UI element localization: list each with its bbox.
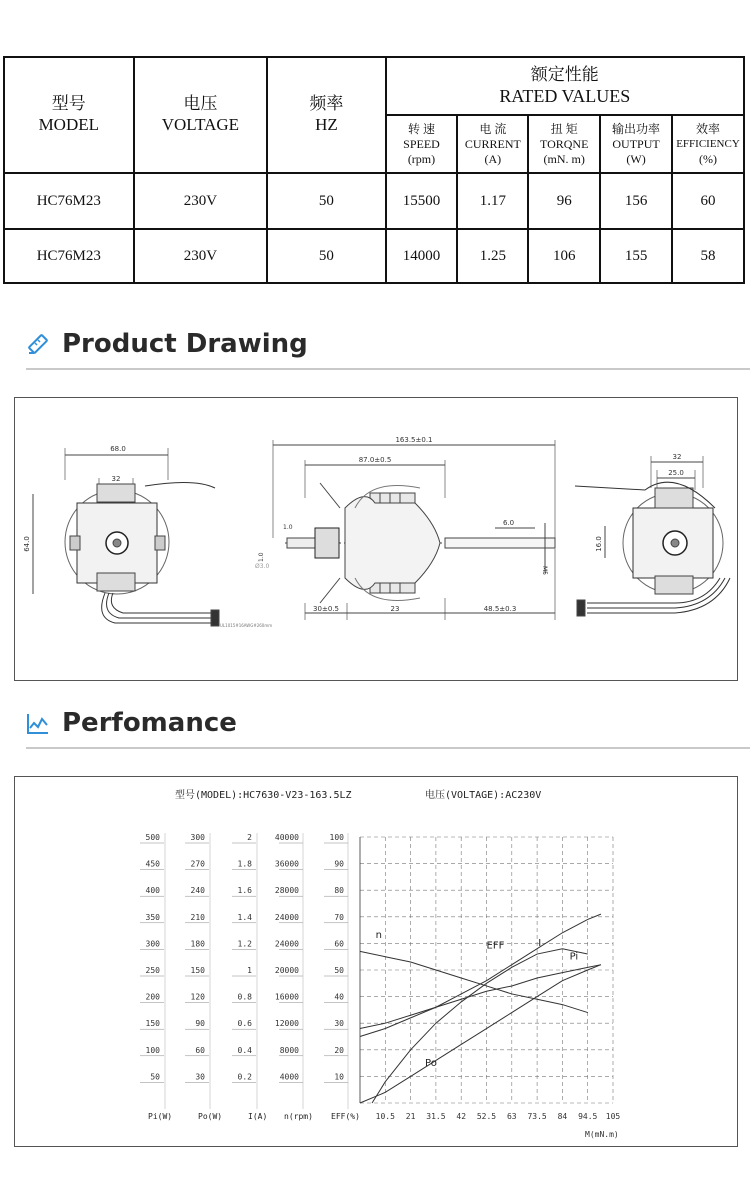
y-tick-label: 60 [334, 939, 344, 949]
header-speed-en: SPEED [403, 136, 440, 151]
y-tick-label: 150 [190, 966, 205, 975]
header-torque [528, 115, 600, 173]
header-torque-unit: (mN. m) [543, 151, 585, 166]
header-efficiency-cn: 效率 [695, 121, 720, 136]
y-tick-label: 100 [329, 833, 344, 842]
technical-drawing [15, 398, 737, 680]
cell-model: HC76M23 [4, 173, 134, 229]
y-tick-label: 30 [195, 1072, 205, 1082]
x-tick-label: 52.5 [476, 1112, 497, 1121]
curve-label-i: I [538, 938, 542, 950]
section-divider [26, 368, 750, 370]
x-tick-label: 42 [456, 1112, 467, 1121]
axis-header: n(rpm) [284, 1112, 313, 1121]
axis-header: EFF(%) [331, 1112, 360, 1121]
header-output [600, 115, 672, 173]
dim-side-a: 30±0.5 [313, 605, 339, 613]
y-tick-label: 50 [150, 1072, 160, 1082]
dim-side-total: 163.5±0.1 [395, 436, 433, 444]
y-tick-label: 120 [190, 992, 205, 1002]
curve-i [360, 914, 601, 1036]
y-tick-label: 8000 [279, 1045, 299, 1055]
header-model [4, 57, 134, 173]
header-rated-cn: 额定性能 [530, 65, 599, 84]
curve-po [360, 965, 601, 1103]
cell-torque: 106 [528, 229, 600, 283]
dim-front-inner: 32 [111, 475, 121, 483]
header-rated-values [386, 57, 744, 115]
table-row [4, 229, 744, 283]
y-tick-label: 1.8 [237, 859, 252, 869]
cell-torque: 96 [528, 173, 600, 229]
axis-header: Po(W) [198, 1112, 223, 1121]
y-tick-label: 200 [145, 992, 160, 1002]
y-tick-label: 1.4 [237, 912, 252, 922]
header-freq-cn: 频率 [309, 94, 344, 113]
header-torque-cn: 扭 矩 [550, 121, 578, 136]
x-tick-label: 10.5 [375, 1112, 395, 1121]
performance-chart [15, 777, 737, 1146]
header-current-cn: 电 流 [479, 121, 507, 136]
header-model-en: MODEL [38, 115, 100, 134]
y-tick-label: 0.4 [237, 1045, 252, 1055]
dim-side-b: 23 [390, 605, 400, 613]
y-tick-label: 20 [334, 1045, 344, 1055]
product-drawing-heading [26, 329, 308, 359]
cell-efficiency: 60 [672, 173, 744, 229]
y-tick-label: 16000 [274, 992, 299, 1002]
header-speed-unit: (rpm) [407, 151, 436, 166]
y-tick-label: 10 [334, 1072, 344, 1082]
header-speed-cn: 转 速 [407, 121, 435, 136]
header-output-en: OUTPUT [612, 136, 660, 151]
header-torque-en: TORQNE [539, 136, 589, 151]
dim-side-mid: 87.0±0.5 [358, 456, 392, 464]
dim-rear-w2: 25.0 [668, 469, 684, 477]
x-axis-label: M(mN.m) [585, 1130, 619, 1139]
cell-current: 1.25 [457, 229, 528, 283]
y-tick-label: 28000 [274, 886, 299, 896]
cell-output: 156 [600, 173, 672, 229]
header-efficiency [672, 115, 744, 173]
header-output-cn: 输出功率 [612, 121, 661, 136]
cell-model: HC76M23 [4, 229, 134, 283]
dim-rear-h: 16.0 [595, 536, 603, 552]
y-tick-label: 100 [145, 1045, 160, 1055]
y-tick-label: 40000 [274, 833, 299, 842]
y-tick-label: 1.2 [237, 939, 252, 949]
y-tick-label: 350 [145, 912, 160, 922]
y-tick-label: 240 [190, 886, 205, 896]
header-voltage [134, 57, 268, 173]
y-tick-label: 36000 [274, 859, 299, 869]
header-output-unit: (W) [626, 151, 646, 166]
dim-side-c: 48.5±0.3 [483, 605, 517, 613]
performance-voltage-label: 电压(VOLTAGE):AC230V [425, 790, 542, 801]
y-tick-label: 20000 [274, 966, 299, 975]
ruler-pencil-icon [26, 332, 50, 356]
x-tick-label: 94.5 [578, 1112, 598, 1121]
y-tick-label: 300 [190, 833, 205, 842]
y-tick-label: 1.6 [237, 886, 252, 896]
y-tick-label: 90 [195, 1019, 205, 1029]
rear-view [575, 456, 730, 616]
x-tick-label: 73.5 [527, 1112, 547, 1121]
y-tick-label: 0.6 [237, 1019, 252, 1029]
cell-voltage: 230V [134, 173, 268, 229]
dim-shaft-m: M5 [541, 566, 548, 575]
header-voltage-cn: 电压 [183, 94, 218, 113]
x-tick-label: 105 [605, 1112, 621, 1121]
dim-front-height: 64.0 [23, 536, 31, 552]
curve-label-po: Po [425, 1057, 437, 1069]
axis-header: Pi(W) [148, 1112, 173, 1121]
side-view [273, 440, 555, 620]
curve-n [360, 951, 588, 1012]
y-tick-label: 450 [145, 859, 160, 869]
cell-output: 155 [600, 229, 672, 283]
y-tick-label: 400 [145, 886, 160, 896]
header-rated-en: RATED VALUES [499, 86, 631, 106]
dim-rear-w1: 32 [672, 453, 682, 461]
header-current-en: CURRENT [464, 136, 521, 151]
curve-label-pi: Pi [569, 951, 579, 963]
cell-efficiency: 58 [672, 229, 744, 283]
header-efficiency-unit: (%) [698, 151, 717, 166]
y-tick-label: 300 [145, 939, 160, 949]
dim-circle-d: Ø3.0 [255, 563, 270, 570]
y-tick-label: 24000 [274, 939, 299, 949]
y-tick-label: 50 [334, 966, 344, 975]
header-speed [386, 115, 458, 173]
dim-small-a: 1.0 [283, 524, 293, 531]
section-divider [26, 747, 750, 749]
y-tick-label: 1 [247, 966, 252, 975]
header-current [457, 115, 528, 173]
header-voltage-en: VOLTAGE [161, 115, 240, 134]
cell-voltage: 230V [134, 229, 268, 283]
y-tick-label: 60 [195, 1045, 205, 1055]
performance-heading [26, 708, 237, 738]
x-tick-label: 31.5 [426, 1112, 446, 1121]
y-tick-label: 4000 [279, 1072, 299, 1082]
header-efficiency-en: EFFICIENCY [676, 137, 740, 150]
table-row [4, 173, 744, 229]
spec-table [3, 56, 745, 284]
y-tick-label: 40 [334, 992, 344, 1002]
y-tick-label: 210 [190, 912, 205, 922]
y-tick-label: 12000 [274, 1019, 299, 1029]
y-tick-label: 500 [145, 833, 160, 842]
cell-speed: 15500 [386, 173, 458, 229]
dim-front-width: 68.0 [110, 445, 126, 453]
header-current-unit: (A) [484, 151, 502, 166]
section-title: Product Drawing [62, 329, 308, 359]
x-tick-label: 84 [557, 1112, 568, 1121]
y-tick-label: 150 [145, 1019, 160, 1029]
y-tick-label: 70 [334, 912, 344, 922]
y-tick-label: 2 [247, 833, 252, 842]
section-title: Perfomance [62, 708, 237, 738]
cell-speed: 14000 [386, 229, 458, 283]
y-tick-label: 30 [334, 1019, 344, 1029]
y-tick-label: 24000 [274, 912, 299, 922]
y-tick-label: 80 [334, 886, 344, 896]
dim-wire-note: UL1015#16AWG#260mm [220, 623, 273, 628]
cell-freq: 50 [267, 173, 385, 229]
performance-panel [14, 776, 738, 1147]
cell-current: 1.17 [457, 173, 528, 229]
header-freq-en: HZ [315, 115, 338, 134]
x-tick-label: 63 [506, 1112, 517, 1121]
curve-label-eff: EFF [486, 940, 505, 952]
front-view [33, 448, 219, 626]
dim-small-b: 1.0 [258, 552, 265, 562]
header-frequency [267, 57, 385, 173]
y-tick-label: 90 [334, 859, 344, 869]
y-tick-label: 250 [145, 966, 160, 975]
y-tick-label: 0.8 [237, 992, 252, 1002]
curve-label-n: n [375, 930, 383, 942]
y-tick-label: 180 [190, 939, 205, 949]
y-tick-label: 0.2 [237, 1072, 252, 1082]
line-chart-icon [26, 711, 50, 735]
dim-shaft-d: 6.0 [503, 519, 515, 527]
performance-model-label: 型号(MODEL):HC7630-V23-163.5LZ [175, 790, 352, 801]
x-tick-label: 21 [405, 1112, 416, 1121]
y-tick-label: 270 [190, 859, 205, 869]
product-drawing-panel [14, 397, 738, 681]
axis-header: I(A) [248, 1112, 268, 1121]
cell-freq: 50 [267, 229, 385, 283]
header-model-cn: 型号 [51, 94, 86, 113]
